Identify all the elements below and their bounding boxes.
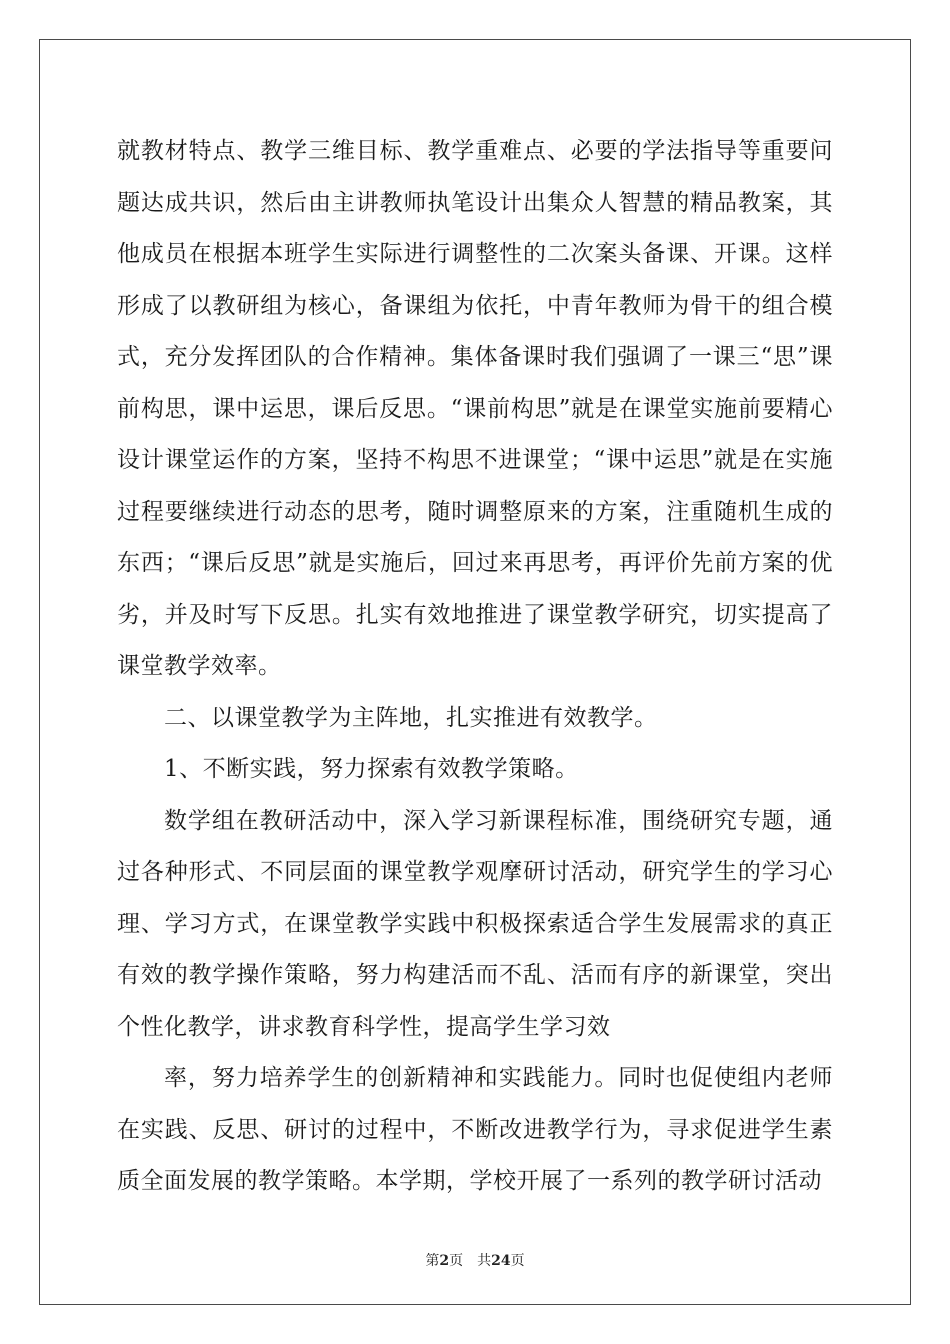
subsection-heading: 1、不断实践，努力探索有效教学策略。 <box>164 756 579 782</box>
paragraph-2: 数学组在教研活动中，深入学习新课程标准，围绕研究专题，通过各种形式、不同层面的课堂教学观摩研讨活动，研究学生的学习心理、学习方式，在课堂教学实践中积极探索适合学生发展需求的真正有效的教学操作策略，努力构建活而不乱、活而有序的新课堂，突出个性化教学，讲求教育科学性，提高学生学习效 <box>117 807 833 1040</box>
page-number: 2 <box>439 1253 450 1269</box>
section-heading: 二、以课堂教学为主阵地，扎实推进有效教学。 <box>164 704 658 731</box>
page-suffix: 页 <box>449 1253 464 1269</box>
paragraph-3: 率，努力培养学生的创新精神和实践能力。同时也促使组内老师在实践、反思、研讨的过程中，不断改进教学行为，寻求促进学生素质全面发展的教学策略。本学期，学校开展了一系列的教学研讨活动 <box>117 1065 833 1194</box>
document-body <box>117 126 833 1208</box>
page-prefix: 第 <box>425 1253 440 1269</box>
total-prefix: 共 <box>477 1253 492 1269</box>
total-suffix: 页 <box>510 1253 525 1269</box>
page-footer <box>0 1250 950 1270</box>
total-pages: 24 <box>491 1253 511 1269</box>
paragraph-1: 就教材特点、教学三维目标、教学重难点、必要的学法指导等重要问题达成共识，然后由主讲教师执笔设计出集众人智慧的精品教案，其他成员在根据本班学生实际进行调整性的二次案头备课、开课。这样形成了以教研组为核心，备课组为依托，中青年教师为骨干的组合模式，充分发挥团队的合作精神。集体备课时我们强调了一课三“思”课前构思，课中运思，课后反思。“课前构思”就是在课堂实施前要精心设计课堂运作的方案，坚持不构思不进课堂；“课中运思”就是在实施过程要继续进行动态的思考，随时调整原来的方案，注重随机生成的东西；“课后反思”就是实施后，回过来再思考，再评价先前方案的优劣，并及时写下反思。扎实有效地推进了课堂教学研究，切实提高了课堂教学效率。 <box>117 138 833 679</box>
